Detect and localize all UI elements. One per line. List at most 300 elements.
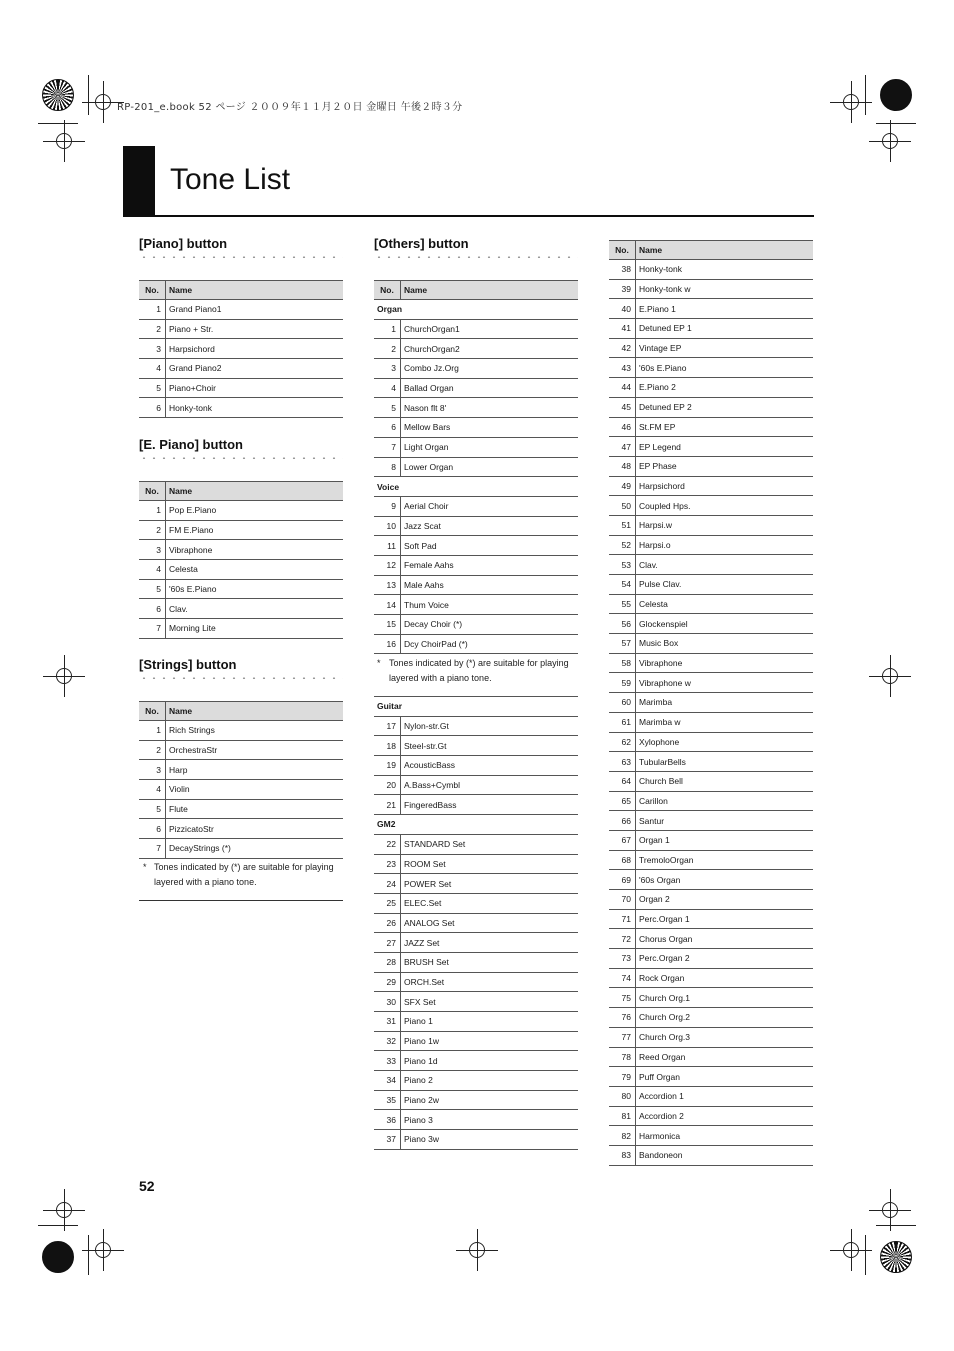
table-row xyxy=(374,496,578,516)
strings-end-rule xyxy=(139,900,343,901)
tone-number: 76 xyxy=(609,1008,636,1028)
tone-number: 11 xyxy=(374,536,401,556)
table-row xyxy=(609,279,813,299)
tone-number: 1 xyxy=(139,501,166,521)
piano-tone-table xyxy=(139,280,343,418)
crop-line xyxy=(38,123,78,124)
table-row xyxy=(609,1067,813,1087)
tone-number: 7 xyxy=(374,437,401,457)
table-header-row xyxy=(609,241,813,260)
dotted-divider xyxy=(139,457,343,459)
column-header-no: No. xyxy=(139,482,166,501)
table-row xyxy=(609,634,813,654)
tone-name: Puff Organ xyxy=(636,1067,814,1087)
tone-number: 57 xyxy=(609,634,636,654)
tone-number: 79 xyxy=(609,1067,636,1087)
tone-name: ORCH.Set xyxy=(401,972,579,992)
tone-name: Clav. xyxy=(636,555,814,575)
tone-number: 14 xyxy=(374,595,401,615)
table-row xyxy=(609,1027,813,1047)
tone-name: Soft Pad xyxy=(401,536,579,556)
tone-number: 46 xyxy=(609,417,636,437)
piano-section-heading: [Piano] button xyxy=(139,236,228,251)
crop-line xyxy=(88,75,89,115)
column-header-no: No. xyxy=(609,241,636,260)
table-row xyxy=(609,673,813,693)
tone-number: 5 xyxy=(139,579,166,599)
crop-line xyxy=(876,123,916,124)
table-row xyxy=(609,319,813,339)
tone-name: Female Aahs xyxy=(401,555,579,575)
table-row xyxy=(609,949,813,969)
table-row xyxy=(374,795,578,815)
tone-number: 4 xyxy=(139,359,166,379)
table-row xyxy=(374,595,578,615)
tone-number: 3 xyxy=(374,359,401,379)
tone-name: St.FM EP xyxy=(636,417,814,437)
tone-name: Piano 1w xyxy=(401,1031,579,1051)
dotted-divider xyxy=(139,256,343,258)
tone-number: 66 xyxy=(609,811,636,831)
table-row xyxy=(374,378,578,398)
table-row xyxy=(374,1051,578,1071)
tone-name: '60s E.Piano xyxy=(636,358,814,378)
crop-line xyxy=(876,1225,916,1226)
table-row xyxy=(609,732,813,752)
table-row xyxy=(374,1110,578,1130)
tone-number: 25 xyxy=(374,893,401,913)
crosshair-mark xyxy=(56,668,72,684)
table-row xyxy=(374,398,578,418)
tone-number: 82 xyxy=(609,1126,636,1146)
tone-name: Organ 2 xyxy=(636,890,814,910)
table-row xyxy=(609,1145,813,1165)
page-number: 52 xyxy=(139,1178,155,1194)
tone-name: Piano+Choir xyxy=(166,378,344,398)
tone-name: ELEC.Set xyxy=(401,893,579,913)
tone-number: 34 xyxy=(374,1071,401,1091)
tone-number: 3 xyxy=(139,339,166,359)
group-row xyxy=(374,815,578,835)
tone-name: Piano 2w xyxy=(401,1090,579,1110)
tone-name: STANDARD Set xyxy=(401,834,579,854)
page-title: Tone List xyxy=(170,163,291,196)
tone-number: 48 xyxy=(609,456,636,476)
table-row xyxy=(609,929,813,949)
table-row xyxy=(609,909,813,929)
tone-number: 30 xyxy=(374,992,401,1012)
column-header-no: No. xyxy=(374,281,401,300)
table-row xyxy=(139,300,343,320)
tone-number: 71 xyxy=(609,909,636,929)
tone-number: 2 xyxy=(374,339,401,359)
table-row xyxy=(609,476,813,496)
tone-number: 81 xyxy=(609,1106,636,1126)
table-row xyxy=(609,456,813,476)
table-row xyxy=(609,515,813,535)
tone-number: 16 xyxy=(374,634,401,654)
table-row xyxy=(609,830,813,850)
table-row xyxy=(374,913,578,933)
table-row xyxy=(374,854,578,874)
tone-number: 51 xyxy=(609,515,636,535)
tone-number: 3 xyxy=(139,540,166,560)
tone-name: Thum Voice xyxy=(401,595,579,615)
crosshair-mark xyxy=(843,1242,859,1258)
tone-name: TremoloOrgan xyxy=(636,850,814,870)
tone-name: Harmonica xyxy=(636,1126,814,1146)
tone-name: Xylophone xyxy=(636,732,814,752)
group-label: Guitar xyxy=(374,697,578,717)
tone-name: Carillon xyxy=(636,791,814,811)
tone-number: 37 xyxy=(374,1130,401,1150)
tone-name: EP Legend xyxy=(636,437,814,457)
tone-name: Perc.Organ 1 xyxy=(636,909,814,929)
table-row xyxy=(374,893,578,913)
tone-name: Vibraphone xyxy=(636,653,814,673)
tone-number: 78 xyxy=(609,1047,636,1067)
tone-number: 58 xyxy=(609,653,636,673)
table-row xyxy=(139,780,343,800)
table-row xyxy=(139,599,343,619)
column-header-no: No. xyxy=(139,702,166,721)
tone-name: Morning Lite xyxy=(166,619,344,639)
tone-name: Bandoneon xyxy=(636,1145,814,1165)
tone-number: 2 xyxy=(139,319,166,339)
tone-name: Harp xyxy=(166,760,344,780)
strings-tone-table xyxy=(139,701,343,859)
tone-name: A.Bass+Cymbl xyxy=(401,775,579,795)
tone-number: 6 xyxy=(139,398,166,418)
crop-line xyxy=(88,1235,89,1275)
tone-number: 59 xyxy=(609,673,636,693)
tone-name: Piano 2 xyxy=(401,1071,579,1091)
tone-name: Violin xyxy=(166,780,344,800)
table-row xyxy=(609,752,813,772)
table-row xyxy=(374,339,578,359)
tone-number: 1 xyxy=(139,721,166,741)
tone-number: 49 xyxy=(609,476,636,496)
tone-name: '60s E.Piano xyxy=(166,579,344,599)
registration-solid-mark xyxy=(880,79,912,111)
table-row xyxy=(374,1090,578,1110)
others-section-heading: [Others] button xyxy=(374,236,469,251)
tone-name: Nason flt 8' xyxy=(401,398,579,418)
epiano-tone-table xyxy=(139,481,343,639)
tone-number: 75 xyxy=(609,988,636,1008)
tone-number: 5 xyxy=(139,378,166,398)
tone-number: 19 xyxy=(374,756,401,776)
tone-name: Ballad Organ xyxy=(401,378,579,398)
table-row xyxy=(609,1126,813,1146)
tone-number: 31 xyxy=(374,1012,401,1032)
table-row xyxy=(609,693,813,713)
tone-number: 6 xyxy=(374,418,401,438)
group-row xyxy=(374,697,578,717)
tone-name: Organ 1 xyxy=(636,830,814,850)
strings-note-mark: * xyxy=(143,862,147,872)
tone-name: EP Phase xyxy=(636,456,814,476)
tone-name: '60s Organ xyxy=(636,870,814,890)
tone-number: 55 xyxy=(609,594,636,614)
tone-number: 9 xyxy=(374,496,401,516)
table-row xyxy=(139,501,343,521)
tone-name: Nylon-str.Gt xyxy=(401,716,579,736)
table-row xyxy=(374,319,578,339)
tone-name: Piano 1 xyxy=(401,1012,579,1032)
tone-name: Vibraphone xyxy=(166,540,344,560)
table-row xyxy=(609,260,813,280)
table-row xyxy=(139,619,343,639)
table-row xyxy=(139,760,343,780)
table-row xyxy=(609,496,813,516)
table-row xyxy=(609,437,813,457)
tone-number: 56 xyxy=(609,614,636,634)
tone-name: Marimba w xyxy=(636,712,814,732)
tone-name: Harpsi.o xyxy=(636,535,814,555)
tone-name: Music Box xyxy=(636,634,814,654)
table-row xyxy=(609,1106,813,1126)
tone-name: Grand Piano1 xyxy=(166,300,344,320)
title-block-bar xyxy=(123,146,155,217)
tone-name: Lower Organ xyxy=(401,457,579,477)
tone-number: 45 xyxy=(609,397,636,417)
tone-name: Male Aahs xyxy=(401,575,579,595)
tone-name: AcousticBass xyxy=(401,756,579,776)
tone-number: 23 xyxy=(374,854,401,874)
table-header-row xyxy=(374,281,578,300)
tone-name: E.Piano 2 xyxy=(636,378,814,398)
tone-name: ChurchOrgan1 xyxy=(401,319,579,339)
tone-number: 73 xyxy=(609,949,636,969)
tone-number: 13 xyxy=(374,575,401,595)
tone-number: 1 xyxy=(139,300,166,320)
group-label: Organ xyxy=(374,300,578,320)
tone-name: Piano 3w xyxy=(401,1130,579,1150)
table-row xyxy=(374,615,578,635)
tone-number: 6 xyxy=(139,819,166,839)
tone-number: 35 xyxy=(374,1090,401,1110)
crop-line xyxy=(38,1225,78,1226)
tone-number: 33 xyxy=(374,1051,401,1071)
table-row xyxy=(609,614,813,634)
tone-number: 22 xyxy=(374,834,401,854)
tone-number: 6 xyxy=(139,599,166,619)
tone-number: 52 xyxy=(609,535,636,555)
tone-name: Chorus Organ xyxy=(636,929,814,949)
tone-name: Reed Organ xyxy=(636,1047,814,1067)
table-row xyxy=(609,299,813,319)
tone-number: 36 xyxy=(374,1110,401,1130)
tone-number: 24 xyxy=(374,874,401,894)
tone-name: Vintage EP xyxy=(636,338,814,358)
table-row xyxy=(609,1047,813,1067)
tone-name: Rock Organ xyxy=(636,968,814,988)
tone-number: 10 xyxy=(374,516,401,536)
table-row xyxy=(609,811,813,831)
tone-name: Rich Strings xyxy=(166,721,344,741)
crop-line xyxy=(865,1235,866,1275)
others-tone-table-2 xyxy=(374,696,578,1150)
table-row xyxy=(609,653,813,673)
table-row xyxy=(139,579,343,599)
tone-name: Grand Piano2 xyxy=(166,359,344,379)
tone-number: 4 xyxy=(139,560,166,580)
crosshair-mark xyxy=(843,94,859,110)
tone-number: 12 xyxy=(374,555,401,575)
crosshair-mark xyxy=(95,1242,111,1258)
table-row xyxy=(374,952,578,972)
column-header-name: Name xyxy=(401,281,579,300)
tone-number: 53 xyxy=(609,555,636,575)
table-row xyxy=(374,736,578,756)
table-row xyxy=(374,634,578,654)
tone-number: 65 xyxy=(609,791,636,811)
table-row xyxy=(139,339,343,359)
tone-number: 64 xyxy=(609,771,636,791)
tone-name: Harpsichord xyxy=(636,476,814,496)
table-row xyxy=(609,1086,813,1106)
tone-name: Detuned EP 2 xyxy=(636,397,814,417)
table-row xyxy=(139,378,343,398)
table-row xyxy=(139,398,343,418)
tone-name: PizzicatoStr xyxy=(166,819,344,839)
registration-wheel-mark xyxy=(880,1241,912,1273)
table-row xyxy=(609,771,813,791)
tone-name: Celesta xyxy=(166,560,344,580)
tone-number: 43 xyxy=(609,358,636,378)
registration-wheel-mark xyxy=(42,79,74,111)
table-row xyxy=(609,397,813,417)
table-row xyxy=(609,791,813,811)
tone-number: 70 xyxy=(609,890,636,910)
others-note-mark: * xyxy=(377,658,381,668)
crosshair-mark xyxy=(882,133,898,149)
table-row xyxy=(374,536,578,556)
table-row xyxy=(609,535,813,555)
tone-name: Accordion 2 xyxy=(636,1106,814,1126)
tone-number: 28 xyxy=(374,952,401,972)
table-row xyxy=(609,378,813,398)
table-row xyxy=(609,338,813,358)
crosshair-mark xyxy=(56,133,72,149)
tone-name: Glockenspiel xyxy=(636,614,814,634)
table-header-row xyxy=(139,702,343,721)
strings-footnote: Tones indicated by (*) are suitable for playing layered with a piano tone. xyxy=(154,862,334,887)
tone-name: OrchestraStr xyxy=(166,740,344,760)
tone-number: 4 xyxy=(374,378,401,398)
tone-number: 54 xyxy=(609,575,636,595)
tone-number: 80 xyxy=(609,1086,636,1106)
table-row xyxy=(374,972,578,992)
tone-name: Celesta xyxy=(636,594,814,614)
table-row xyxy=(374,1012,578,1032)
group-label: Voice xyxy=(374,477,578,497)
table-row xyxy=(609,594,813,614)
table-row xyxy=(139,520,343,540)
table-row xyxy=(374,437,578,457)
crosshair-mark xyxy=(882,668,898,684)
crosshair-mark xyxy=(95,94,111,110)
tone-name: Coupled Hps. xyxy=(636,496,814,516)
strings-section-heading: [Strings] button xyxy=(139,657,237,672)
column-header-name: Name xyxy=(166,281,344,300)
tone-number: 44 xyxy=(609,378,636,398)
tone-number: 26 xyxy=(374,913,401,933)
table-row xyxy=(374,716,578,736)
table-row xyxy=(374,992,578,1012)
tone-name: TubularBells xyxy=(636,752,814,772)
tone-number: 21 xyxy=(374,795,401,815)
tone-number: 42 xyxy=(609,338,636,358)
crosshair-mark xyxy=(56,1202,72,1218)
epiano-section-heading: [E. Piano] button xyxy=(139,437,243,452)
tone-name: Pop E.Piano xyxy=(166,501,344,521)
tone-number: 61 xyxy=(609,712,636,732)
table-row xyxy=(139,799,343,819)
crosshair-mark xyxy=(469,1242,485,1258)
table-row xyxy=(609,988,813,1008)
tone-number: 62 xyxy=(609,732,636,752)
others-tone-table-1 xyxy=(374,280,578,654)
tone-name: BRUSH Set xyxy=(401,952,579,972)
tone-name: Clav. xyxy=(166,599,344,619)
tone-number: 5 xyxy=(374,398,401,418)
table-row xyxy=(609,870,813,890)
tone-name: Church Org.2 xyxy=(636,1008,814,1028)
table-header-row xyxy=(139,482,343,501)
table-row xyxy=(374,1031,578,1051)
tone-number: 17 xyxy=(374,716,401,736)
table-row xyxy=(609,850,813,870)
tone-number: 27 xyxy=(374,933,401,953)
table-row xyxy=(139,359,343,379)
tone-name: E.Piano 1 xyxy=(636,299,814,319)
tone-number: 47 xyxy=(609,437,636,457)
tone-name: Piano 3 xyxy=(401,1110,579,1130)
table-row xyxy=(374,756,578,776)
tone-number: 2 xyxy=(139,520,166,540)
table-row xyxy=(609,417,813,437)
tone-number: 67 xyxy=(609,830,636,850)
file-info-header: RP-201_e.book 52 ページ ２００９年１１月２０日 金曜日 午後２時３分 xyxy=(117,102,463,113)
tone-number: 7 xyxy=(139,619,166,639)
group-label: GM2 xyxy=(374,815,578,835)
tone-number: 29 xyxy=(374,972,401,992)
tone-number: 3 xyxy=(139,760,166,780)
column-header-name: Name xyxy=(166,482,344,501)
table-row xyxy=(139,740,343,760)
dotted-divider xyxy=(374,256,578,258)
tone-name: Piano + Str. xyxy=(166,319,344,339)
table-row xyxy=(374,1130,578,1150)
others-footnote: Tones indicated by (*) are suitable for playing layered with a piano tone. xyxy=(389,658,569,683)
tone-name: Dcy ChoirPad (*) xyxy=(401,634,579,654)
group-row xyxy=(374,300,578,320)
table-row xyxy=(139,560,343,580)
tone-number: 63 xyxy=(609,752,636,772)
tone-name: Vibraphone w xyxy=(636,673,814,693)
tone-number: 20 xyxy=(374,775,401,795)
tone-number: 41 xyxy=(609,319,636,339)
crop-line xyxy=(865,75,866,115)
table-row xyxy=(609,358,813,378)
crosshair-mark xyxy=(882,1202,898,1218)
tone-name: Combo Jz.Org xyxy=(401,359,579,379)
tone-name: ROOM Set xyxy=(401,854,579,874)
tone-name: JAZZ Set xyxy=(401,933,579,953)
tone-number: 77 xyxy=(609,1027,636,1047)
